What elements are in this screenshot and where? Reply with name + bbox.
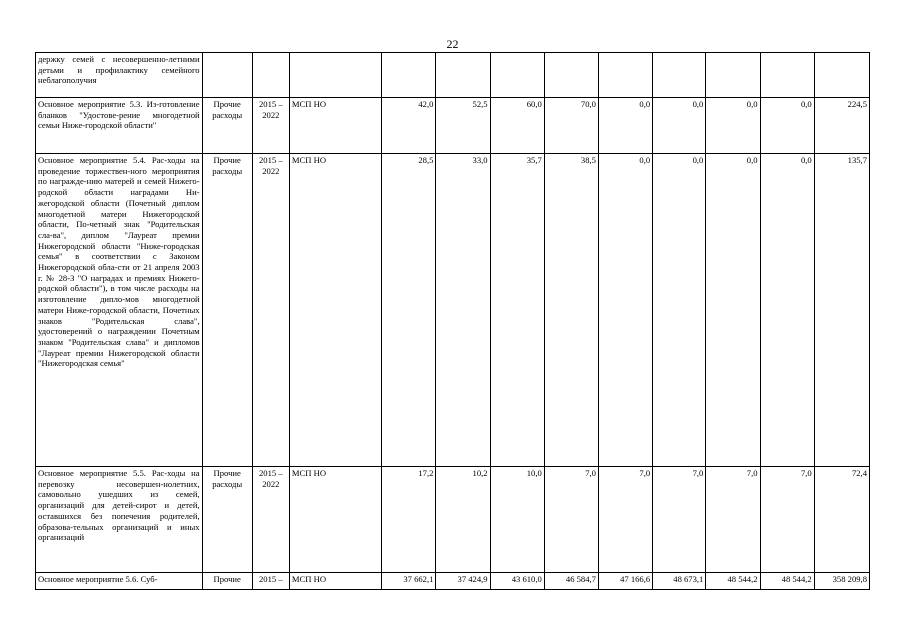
year-amount: 43 610,0 bbox=[490, 573, 544, 590]
year-amount: 33,0 bbox=[436, 154, 490, 467]
year-amount: 37 424,9 bbox=[436, 573, 490, 590]
year-amount: 0,0 bbox=[653, 154, 706, 467]
expense-type: Прочие расходы bbox=[202, 467, 252, 573]
year-amount: 7,0 bbox=[760, 467, 814, 573]
year-amount: 0,0 bbox=[706, 154, 760, 467]
year-amount bbox=[653, 53, 706, 98]
year-amount bbox=[382, 53, 436, 98]
activity-description: Основное мероприятие 5.3. Из-готовление бланков "Удостове-рение многодетной семьи Ниже-городской области" bbox=[36, 98, 203, 154]
year-amount: 28,5 bbox=[382, 154, 436, 467]
implementation-period: 2015 – 2022 bbox=[252, 154, 289, 467]
year-amount: 0,0 bbox=[760, 98, 814, 154]
year-amount bbox=[598, 53, 652, 98]
activity-description: Основное мероприятие 5.6. Суб- bbox=[36, 573, 203, 590]
year-amount bbox=[760, 53, 814, 98]
year-amount: 35,7 bbox=[490, 154, 544, 467]
expense-type: Прочие расходы bbox=[202, 154, 252, 467]
total-amount: 224,5 bbox=[814, 98, 869, 154]
total-amount: 358 209,8 bbox=[814, 573, 869, 590]
year-amount: 42,0 bbox=[382, 98, 436, 154]
year-amount bbox=[544, 53, 598, 98]
responsible-executor: МСП НО bbox=[289, 98, 381, 154]
implementation-period: 2015 – 2022 bbox=[252, 467, 289, 573]
year-amount: 0,0 bbox=[706, 98, 760, 154]
year-amount: 60,0 bbox=[490, 98, 544, 154]
year-amount: 52,5 bbox=[436, 98, 490, 154]
total-amount: 135,7 bbox=[814, 154, 869, 467]
implementation-period: 2015 – bbox=[252, 573, 289, 590]
expense-type: Прочие bbox=[202, 573, 252, 590]
year-amount: 48 544,2 bbox=[760, 573, 814, 590]
year-amount: 7,0 bbox=[598, 467, 652, 573]
year-amount: 10,0 bbox=[490, 467, 544, 573]
total-amount: 72,4 bbox=[814, 467, 869, 573]
year-amount: 7,0 bbox=[653, 467, 706, 573]
responsible-executor: МСП НО bbox=[289, 467, 381, 573]
implementation-period: 2015 – 2022 bbox=[252, 98, 289, 154]
responsible-executor: МСП НО bbox=[289, 573, 381, 590]
table-body bbox=[36, 53, 870, 590]
year-amount: 7,0 bbox=[544, 467, 598, 573]
year-amount bbox=[436, 53, 490, 98]
year-amount: 48 673,1 bbox=[653, 573, 706, 590]
table-row bbox=[36, 154, 870, 467]
program-activities-table bbox=[35, 52, 870, 590]
year-amount: 7,0 bbox=[706, 467, 760, 573]
year-amount bbox=[706, 53, 760, 98]
year-amount bbox=[490, 53, 544, 98]
year-amount: 0,0 bbox=[598, 154, 652, 467]
year-amount: 47 166,6 bbox=[598, 573, 652, 590]
table-row bbox=[36, 573, 870, 590]
table-row bbox=[36, 98, 870, 154]
responsible-executor bbox=[289, 53, 381, 98]
year-amount: 0,0 bbox=[598, 98, 652, 154]
year-amount: 48 544,2 bbox=[706, 573, 760, 590]
total-amount bbox=[814, 53, 869, 98]
year-amount: 38,5 bbox=[544, 154, 598, 467]
year-amount: 37 662,1 bbox=[382, 573, 436, 590]
year-amount: 0,0 bbox=[760, 154, 814, 467]
expense-type bbox=[202, 53, 252, 98]
year-amount: 46 584,7 bbox=[544, 573, 598, 590]
table-row bbox=[36, 467, 870, 573]
year-amount: 17,2 bbox=[382, 467, 436, 573]
page-number: 22 bbox=[446, 37, 459, 51]
table-row bbox=[36, 53, 870, 98]
activity-description: Основное мероприятие 5.5. Рас-ходы на перевозку несовершен-нолетних, самовольно ушедших из семей, организаций для детей-сирот и детей, оставшихся без попечения родителей, образова-тельных организаций и иных организаций bbox=[36, 467, 203, 573]
activity-description: Основное мероприятие 5.4. Рас-ходы на проведение торжествен-ного мероприятия по награжде-нию матерей и семей Нижего-родской области наградами Ни-жегородской области (Почетный диплом многодетной матери Нижегородской области, По-четный знак "Родительская сла-ва", диплом "Лауреат премии Нижегородской области "Ниже-городская семья" в соответствии с Законом Нижегородской обла-сти от 21 апреля 2003 г. № 28-З "О наградах и премиях Нижего-родской области"), в том числе расходы на изготовление дипло-мов многодетной матери Ниже-городской области, Почетных знаков "Родительская слава", удостоверений о награждении Почетным знаком "Родительская слава" и дипломов "Лауреат премии Нижегородской области "Нижегородская семья" bbox=[36, 154, 203, 467]
year-amount: 70,0 bbox=[544, 98, 598, 154]
implementation-period bbox=[252, 53, 289, 98]
year-amount: 0,0 bbox=[653, 98, 706, 154]
expense-type: Прочие расходы bbox=[202, 98, 252, 154]
year-amount: 10,2 bbox=[436, 467, 490, 573]
responsible-executor: МСП НО bbox=[289, 154, 381, 467]
activity-description: держку семей с несовершенно-летними детьми и профилактику семейного неблагополучия bbox=[36, 53, 203, 98]
